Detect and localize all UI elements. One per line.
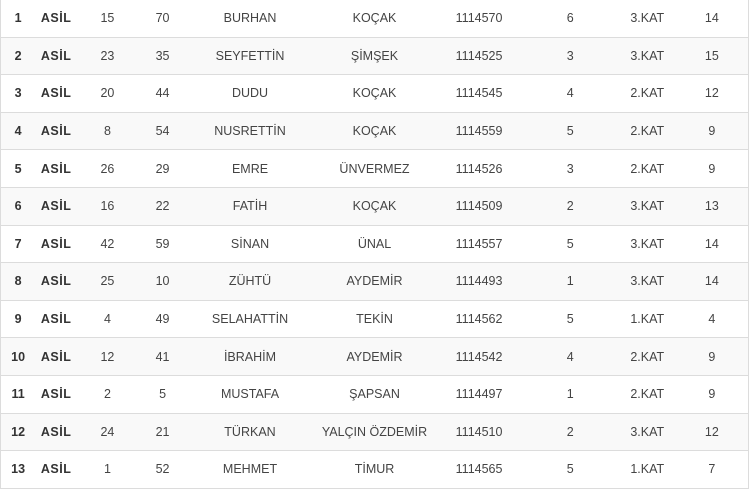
count-cell: 5 [566,312,574,327]
table-row [1,263,748,301]
value-b-cell: 35 [155,48,170,63]
row-number: 13 [11,462,26,477]
value-a-cell: 16 [100,199,115,214]
value-a-cell: 26 [100,161,115,176]
table-row [1,226,748,264]
row-number: 9 [14,312,22,327]
status-cell: ASİL [40,11,72,26]
count-cell: 6 [566,11,574,26]
count-cell: 4 [566,86,574,101]
count-cell: 1 [566,387,574,402]
count-cell: 1 [566,274,574,289]
value-b-cell: 29 [155,161,170,176]
value-a-cell: 15 [100,11,115,26]
status-cell: ASİL [40,48,72,63]
row-number: 5 [14,161,22,176]
status-cell: ASİL [40,124,72,139]
value-b-cell: 59 [155,236,170,251]
first-name-cell: SEYFETTİN [215,48,285,63]
floor-cell: 2.KAT [630,387,665,402]
last-name-cell: TİMUR [354,462,395,477]
value-b-cell: 41 [155,349,170,364]
row-number: 6 [14,199,22,214]
count-cell: 5 [566,124,574,139]
count-cell: 5 [566,462,574,477]
last-name-cell: AYDEMİR [346,349,403,364]
status-cell: ASİL [40,312,72,327]
last-name-cell: ŞİMŞEK [350,48,399,63]
first-name-cell: NUSRETTİN [214,124,286,139]
row-number: 2 [14,48,22,63]
value-a-cell: 12 [100,349,115,364]
floor-cell: 2.KAT [630,124,665,139]
first-name-cell: FATİH [232,199,268,214]
table-row [1,451,748,489]
last-name-cell: ÜNVERMEZ [339,161,410,176]
first-name-cell: TÜRKAN [224,424,276,439]
room-cell: 9 [708,349,716,364]
status-cell: ASİL [40,161,72,176]
id-number-cell: 1114562 [455,312,503,327]
floor-cell: 3.KAT [630,199,665,214]
count-cell: 3 [566,48,574,63]
status-cell: ASİL [40,274,72,289]
room-cell: 12 [704,86,719,101]
row-number: 8 [14,274,22,289]
floor-cell: 1.KAT [630,462,665,477]
id-number-cell: 1114526 [455,161,503,176]
table-row [1,188,748,226]
last-name-cell: ŞAPSAN [349,387,400,402]
first-name-cell: SELAHATTİN [211,312,289,327]
status-cell: ASİL [40,199,72,214]
floor-cell: 3.KAT [630,274,665,289]
room-cell: 4 [708,312,716,327]
id-number-cell: 1114510 [455,424,503,439]
last-name-cell: YALÇIN ÖZDEMİR [321,424,428,439]
room-cell: 9 [708,124,716,139]
status-cell: ASİL [40,387,72,402]
row-number: 3 [14,86,22,101]
value-a-cell: 4 [103,312,111,327]
status-cell: ASİL [40,86,72,101]
room-cell: 12 [704,424,719,439]
count-cell: 2 [566,424,574,439]
value-b-cell: 54 [155,124,170,139]
first-name-cell: BURHAN [223,11,277,26]
last-name-cell: AYDEMİR [346,274,403,289]
value-b-cell: 22 [155,199,170,214]
table-row [1,150,748,188]
last-name-cell: TEKİN [356,312,393,327]
value-a-cell: 2 [103,387,111,402]
table-row [1,75,748,113]
value-b-cell: 21 [155,424,170,439]
id-number-cell: 1114493 [455,274,503,289]
first-name-cell: SİNAN [230,236,270,251]
count-cell: 2 [566,199,574,214]
last-name-cell: KOÇAK [352,199,397,214]
floor-cell: 3.KAT [630,48,665,63]
value-a-cell: 1 [103,462,111,477]
value-a-cell: 42 [100,236,115,251]
status-cell: ASİL [40,236,72,251]
table-row [1,376,748,414]
room-cell: 7 [708,462,716,477]
floor-cell: 3.KAT [630,424,665,439]
last-name-cell: KOÇAK [352,86,397,101]
count-cell: 3 [566,161,574,176]
first-name-cell: MUSTAFA [220,387,280,402]
value-b-cell: 49 [155,312,170,327]
room-cell: 14 [704,236,719,251]
value-b-cell: 10 [155,274,170,289]
floor-cell: 3.KAT [630,11,665,26]
first-name-cell: DUDU [231,86,269,101]
id-number-cell: 1114570 [455,11,503,26]
room-cell: 9 [708,161,716,176]
room-cell: 14 [704,274,719,289]
floor-cell: 2.KAT [630,349,665,364]
id-number-cell: 1114542 [455,349,503,364]
value-b-cell: 5 [159,387,167,402]
value-a-cell: 8 [103,124,111,139]
id-number-cell: 1114565 [455,462,503,477]
floor-cell: 2.KAT [630,161,665,176]
value-a-cell: 20 [100,86,115,101]
first-name-cell: EMRE [231,161,269,176]
room-cell: 14 [704,11,719,26]
table-row [1,113,748,151]
row-number: 12 [11,424,26,439]
room-cell: 13 [704,199,719,214]
id-number-cell: 1114559 [455,124,503,139]
value-a-cell: 25 [100,274,115,289]
row-number: 1 [14,11,22,26]
value-b-cell: 70 [155,11,170,26]
count-cell: 5 [566,236,574,251]
value-b-cell: 44 [155,86,170,101]
table-row [1,338,748,376]
count-cell: 4 [566,349,574,364]
first-name-cell: İBRAHİM [223,349,277,364]
last-name-cell: KOÇAK [352,11,397,26]
table-row [1,414,748,452]
table-row [1,38,748,76]
value-a-cell: 24 [100,424,115,439]
id-number-cell: 1114557 [455,236,503,251]
value-a-cell: 23 [100,48,115,63]
first-name-cell: ZÜHTÜ [228,274,272,289]
id-number-cell: 1114497 [455,387,503,402]
table-row [1,0,748,38]
room-cell: 15 [704,48,719,63]
last-name-cell: ÜNAL [357,236,392,251]
floor-cell: 2.KAT [630,86,665,101]
first-name-cell: MEHMET [222,462,278,477]
status-cell: ASİL [40,424,72,439]
id-number-cell: 1114545 [455,86,503,101]
row-number: 7 [14,236,22,251]
last-name-cell: KOÇAK [352,124,397,139]
value-b-cell: 52 [155,462,170,477]
floor-cell: 1.KAT [630,312,665,327]
status-cell: ASİL [40,462,72,477]
id-number-cell: 1114509 [455,199,503,214]
row-number: 4 [14,124,22,139]
row-number: 11 [11,387,25,402]
row-number: 10 [11,349,26,364]
status-cell: ASİL [40,349,72,364]
room-cell: 9 [708,387,716,402]
id-number-cell: 1114525 [455,48,503,63]
table-row [1,301,748,339]
floor-cell: 3.KAT [630,236,665,251]
